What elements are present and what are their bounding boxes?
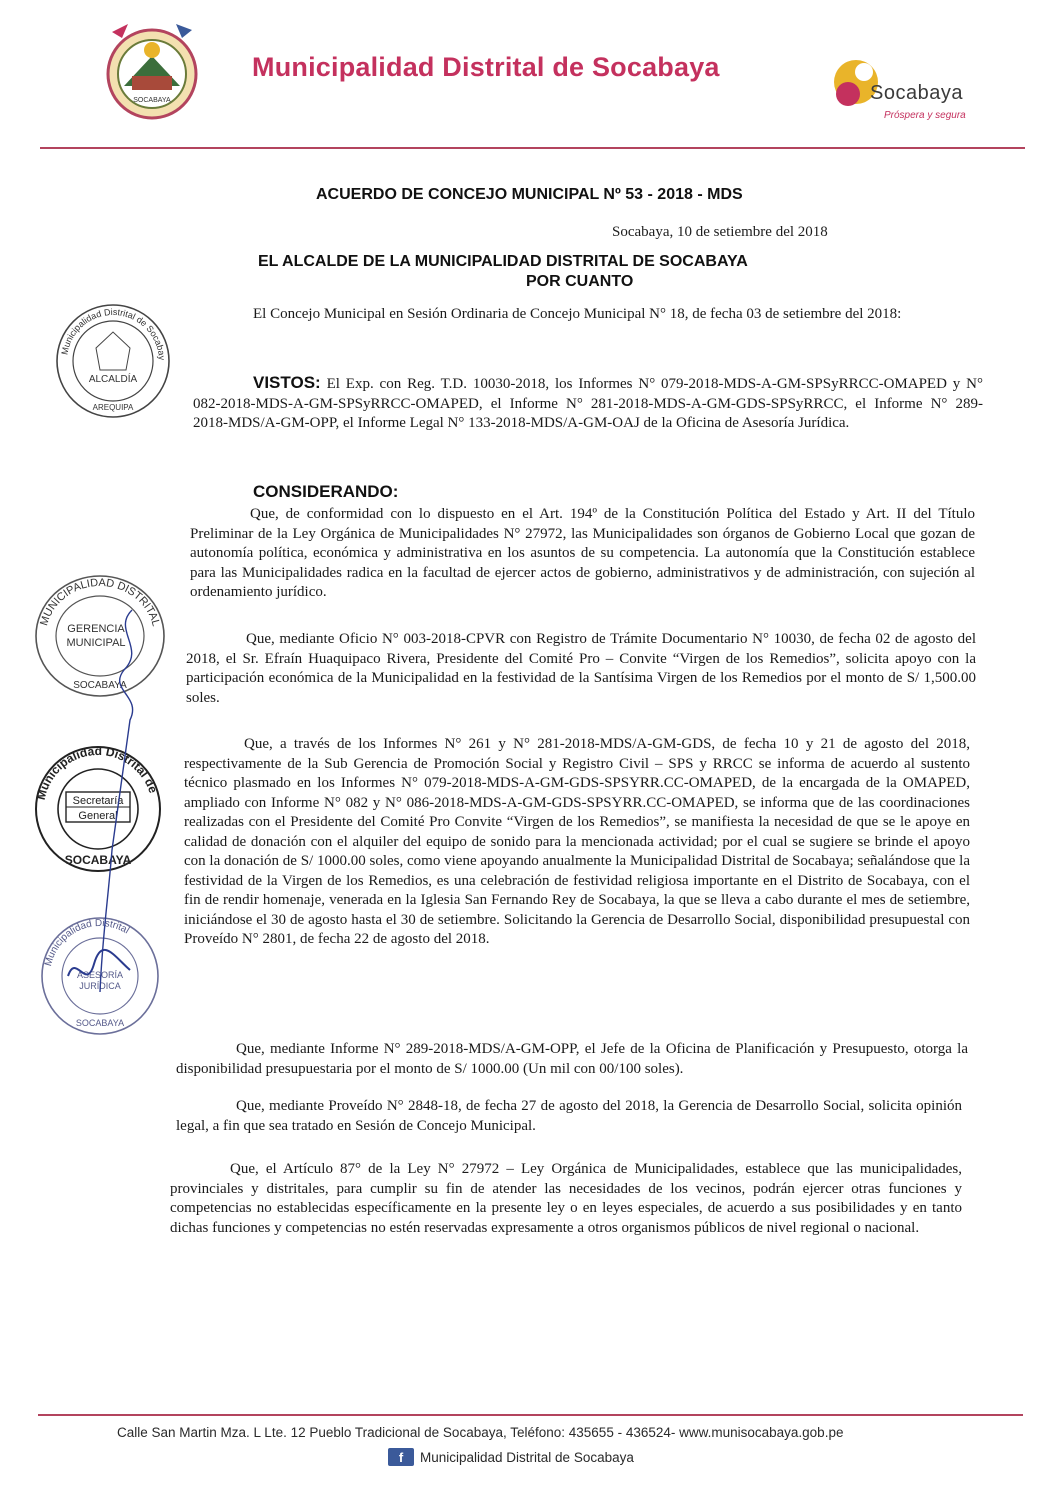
alcaldia-stamp-center: ALCALDÍA — [88, 374, 138, 385]
footer-social-label[interactable]: Municipalidad Distrital de Socabaya — [420, 1449, 634, 1465]
considerando-paragraph — [190, 505, 975, 603]
alcaldia-stamp — [52, 300, 174, 422]
gerencia-stamp-center-2: MUNICIPAL — [66, 637, 126, 649]
considerando-paragraph — [184, 735, 970, 950]
secretaria-stamp-center-1: Secretaría — [72, 795, 124, 807]
alcaldia-stamp-ring: Municipalidad Distrital de Socabay — [59, 306, 168, 361]
vistos-label: VISTOS: — [253, 373, 321, 392]
asesoria-stamp-ring: Municipalidad Distrital — [42, 917, 132, 968]
crest-label: SOCABAYA — [133, 97, 171, 104]
secretaria-stamp-ring: Municipalidad Distrital de — [33, 743, 161, 802]
considerando-paragraph — [176, 1097, 962, 1136]
asesoria-stamp-center-1: ASESORÍA — [76, 970, 124, 980]
handwritten-signature — [72, 600, 162, 1000]
socabaya-brand-logo — [826, 54, 996, 130]
brand-name: Socabaya — [870, 82, 963, 104]
municipal-crest-logo — [102, 16, 202, 124]
vistos-paragraph — [193, 373, 983, 434]
secretaria-stamp-bottom: SOCABAYA — [64, 853, 132, 867]
gerencia-stamp-center-1: GERENCIA — [67, 623, 125, 635]
asesoria-stamp-bottom: SOCABAYA — [75, 1018, 125, 1028]
document-number: 53 - 2018 - MDS — [625, 186, 743, 203]
considerando-paragraph — [176, 1040, 968, 1079]
considerando-text: Que, mediante Proveído N° 2848-18, de fecha 27 de agosto del 2018, la Gerencia de Desarrollo Social, solicita opinión legal, a fin que sea tratado en Sesión de Concejo Municipal. — [176, 1098, 962, 1134]
document-date: Socabaya, 10 de setiembre del 2018 — [612, 224, 828, 240]
considerando-text: Que, de conformidad con lo dispuesto en el Art. 194º de la Constitución Política del Estado y Art. II del Título Preliminar de la Ley Orgánica de Municipalidades N° 27972, las Municipalidades son órganos de Gobierno Local que gozan de autonomía política, económica y administrativa en los asuntos de su competencia. La autonomía que la Constitución establece para las Municipalidades radica en la facultad de ejercer actos de gobierno, administrativos y de administración, con sujeción al ordenamiento jurídico. — [190, 506, 975, 600]
secretaria-stamp-center-2: General — [78, 810, 118, 822]
considerando-paragraph — [186, 630, 976, 708]
header-title: Municipalidad Distrital de Socabaya — [252, 52, 720, 82]
footer-address: Calle San Martin Mza. L Lte. 12 Pueblo Tradicional de Socabaya, Teléfono: 435655 - 436524- www.munisocabaya.gob.pe — [117, 1425, 844, 1440]
svg-text:Municipalidad Distrital de Soc — [52, 300, 167, 361]
asesoria-stamp-center-2: JURÍDICA — [79, 981, 121, 991]
vistos-text: El Exp. con Reg. T.D. 10030-2018, los Informes N° 079-2018-MDS-A-GM-SPSyRRCC-OMAPED y N° 082-2018-MDS-A-GM-SPSyRRCC-OMAPED, el Informe N° 281-2018-MDS-A-GM-GDS-SPSyRRCC, el Informe N° 289-2018-MDS/A-GM-OPP, el Informe Legal N° 133-2018-MDS/A-GM-OAJ de la Oficina de Asesoría Jurídica. — [193, 376, 984, 431]
header-divider — [40, 147, 1025, 149]
considerando-text: Que, mediante Oficio N° 003-2018-CPVR con Registro de Trámite Documentario N° 10030, de fecha 02 de agosto del 2018, el Sr. Efraín Huaquipaco Rivera, Presidente del Comité Pro – Convite “Virgen de los Remedios”, solicita apoyo con la participación económica de la Municipalidad en la festividad de la Santísima Virgen de los Remedios por el monto de S/ 1,500.00 soles. — [186, 631, 976, 706]
alcaldia-stamp-bottom: AREQUIPA — [92, 403, 134, 412]
facebook-icon[interactable]: f — [388, 1448, 414, 1466]
gerencia-stamp-ring: MUNICIPALIDAD DISTRITAL — [38, 576, 162, 628]
footer-divider — [38, 1414, 1023, 1416]
footer-social — [388, 1448, 634, 1466]
document-title — [316, 186, 743, 204]
gerencia-stamp-bottom: SOCABAYA — [73, 680, 127, 691]
considerando-text: Que, a través de los Informes N° 261 y N° 281-2018-MDS/A-GM-GDS, de fecha 10 y 21 de agosto del 2018, respectivamente de la Sub Gerencia de Promoción Social y Registro Civil – SPS y RRCC se informa de acuerdo al sustento técnico plasmado en los Informes N° 079-2018-MDS-A-GM-GDS-SPSYRR.CC-OMAPED, de la encargada de la OMAPED, ampliado con Informe N° 082 y N° 086-2018-MDS-A-GM-GDS-SPSYRR.CC-OMAPED, se informa que de las coordinaciones realizadas con el Presidente del Comité Pro Convite “Virgen de los Remedios”, se manifiesta la necesidad de que se le apoye en calidad de donación con el alquiler del equipo de sonido para la mencionada actividad; por el cual se sugiere se brinde el apoyo con la donación de S/ 1000.00 soles, como viene apoyando anualmente la Municipalidad Distrital de Socabaya; señalándose que la festividad de la Virgen de los Remedios, es una celebración de festividad religiosa importante en el Distrito de Socabaya, con el fin de rendir homenaje, venerada en la Iglesia San Fernando Rey de Socabaya, la que se lleva a cabo durante el mes de setiembre, iniciándose el 30 de agosto hasta el 30 de setiembre. Solicitando la Gerencia de Desarrollo Social, disponibilidad presupuestal con Proveído N° 2801, de fecha 22 de agosto del 2018. — [184, 736, 970, 947]
considerando-text: Que, mediante Informe N° 289-2018-MDS/A-GM-OPP, el Jefe de la Oficina de Planificación y Presupuesto, otorga la disponibilidad presupuestaria por el monto de S/ 1000.00 (Un mil con 00/100 soles). — [176, 1041, 968, 1077]
considerando-label: CONSIDERANDO: — [253, 482, 399, 501]
mayor-heading: EL ALCALDE DE LA MUNICIPALIDAD DISTRITAL DE SOCABAYA — [258, 253, 748, 270]
brand-tagline: Próspera y segura — [884, 110, 966, 121]
document-title-prefix: ACUERDO DE CONCEJO MUNICIPAL Nº — [316, 186, 621, 203]
considerando-text: Que, el Artículo 87° de la Ley N° 27972 – Ley Orgánica de Municipalidades, establece que las municipalidades, provinciales y distritales, para cumplir su fin de atender las necesidades de los vecinos, podrán ejercer otras funciones y competencias no establecidas específicamente en la presente ley o en leyes especiales, de acuerdo a sus posibilidades y en tanto dichas funciones y competencias no estén reservadas expresamente a otros organismos públicos de nivel regional o nacional. — [170, 1161, 962, 1236]
intro-paragraph — [193, 305, 983, 325]
considerando-paragraph — [170, 1160, 962, 1238]
intro-text: El Concejo Municipal en Sesión Ordinaria de Concejo Municipal N° 18, de fecha 03 de setiembre del 2018: — [253, 306, 902, 322]
por-cuanto-heading: POR CUANTO — [526, 273, 634, 290]
